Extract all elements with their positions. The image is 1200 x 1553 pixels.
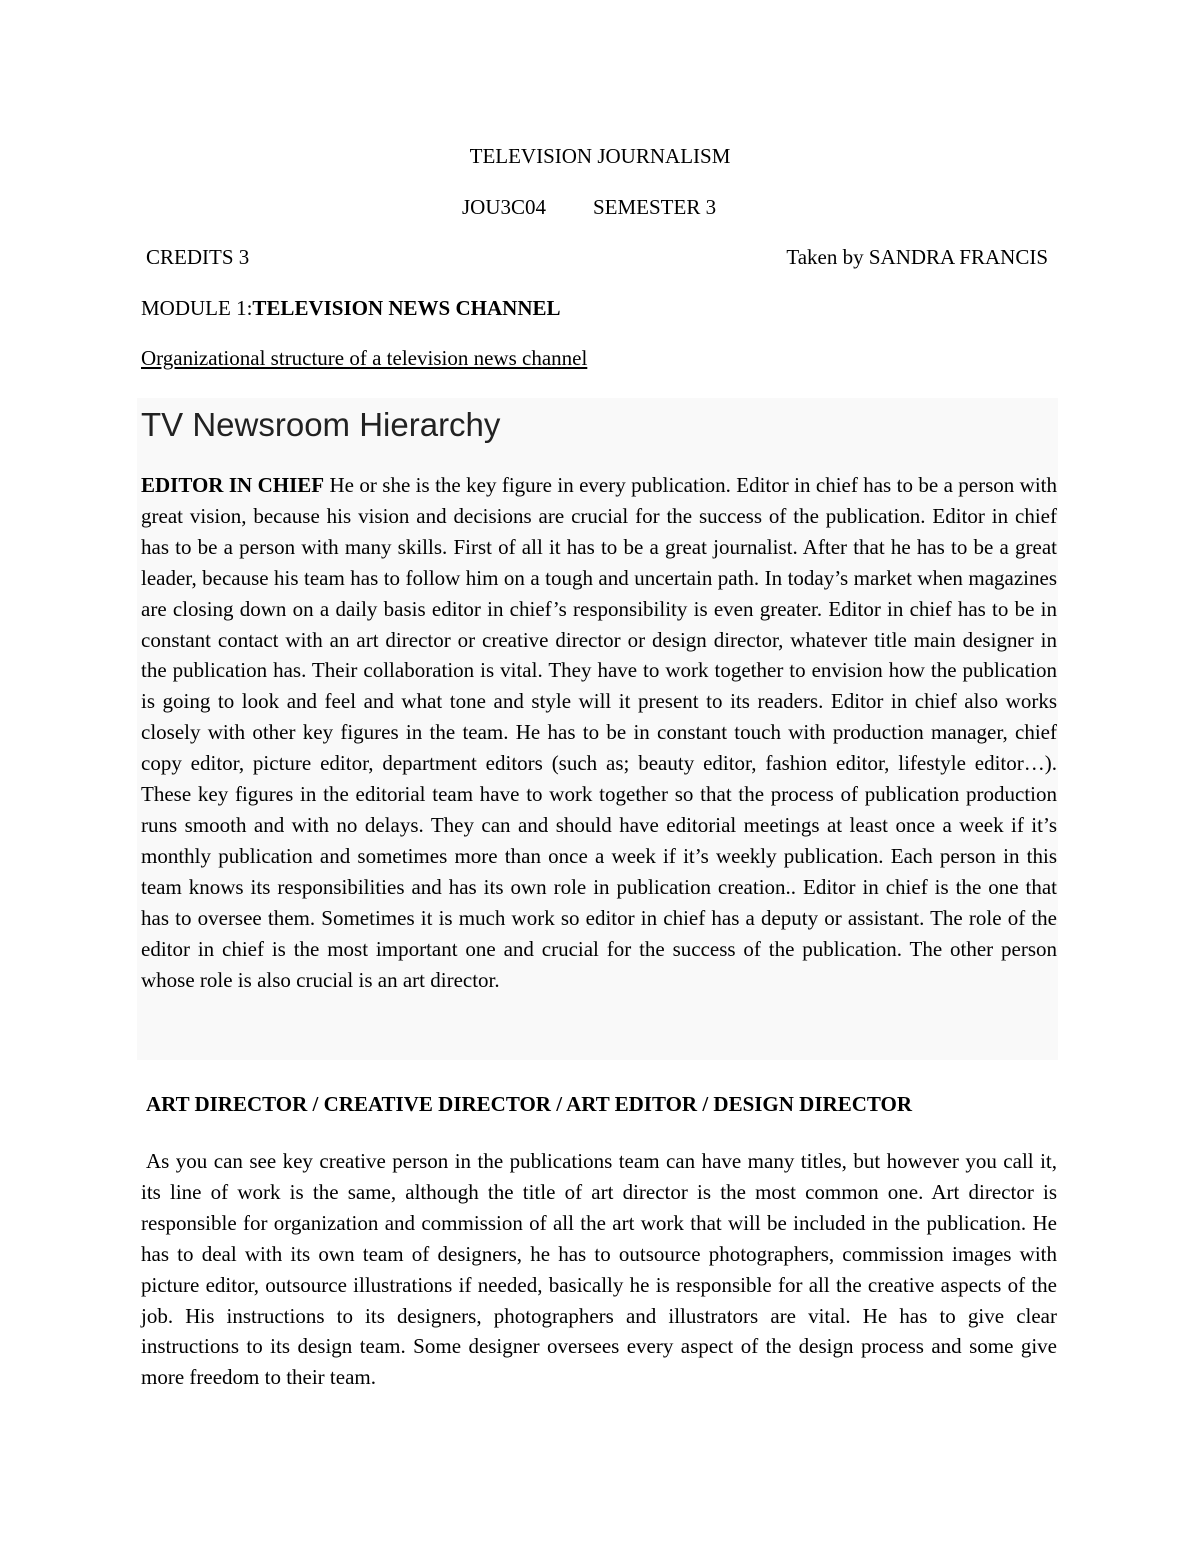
subheading: Organizational structure of a television news channel — [141, 346, 588, 370]
section-title: TV Newsroom Hierarchy — [141, 406, 501, 443]
editor-in-chief-text: He or she is the key figure in every publication. Editor in chief has to be a person with great vision, because his vision and decisions are crucial for the success of the publication. Editor in chief has to be a person with many skills. First of all it has to be a great journalist. After that he has to be a great leader, because his team has to follow him on a tough and uncertain path. In today’s market when magazines are closing down on a daily basis editor in chief’s responsibility is even greater. Editor in chief has to be in constant contact with an art director or creative director or design director, whatever title main designer in the publication has. Their collaboration is vital. They have to work together to envision how the publication is going to look and feel and what tone and style will it present to its readers. Editor in chief also works closely with other key figures in the team. He has to be in constant touch with production manager, chief copy editor, picture editor, department editors (such as; beauty editor, fashion editor, lifestyle editor…). These key figures in the editorial team have to work together so that the process of publication production runs smooth and with no delays. They can and should have editorial meetings at least once a week if it’s monthly publication and sometimes more than once a week if it’s weekly publication. Each person in this team knows its responsibilities and has its own role in publication creation.. Editor in chief is the one that has to oversee them. Sometimes it is much work so editor in chief has a deputy or assistant. The role of the editor in chief is the most important one and crucial for the success of the publication. The other person whose role is also crucial is an art director. — [141, 473, 1057, 992]
taken-by-label: Taken by SANDRA FRANCIS — [786, 245, 1048, 269]
course-title: TELEVISION JOURNALISM — [469, 144, 731, 168]
module-prefix: MODULE 1: — [141, 296, 253, 320]
module-heading — [141, 295, 561, 321]
semester-label: SEMESTER 3 — [593, 195, 717, 219]
editor-in-chief-label: EDITOR IN CHIEF — [141, 473, 325, 497]
module-title: TELEVISION NEWS CHANNEL — [252, 296, 561, 320]
credits-label: CREDITS 3 — [146, 245, 250, 269]
editor-in-chief-paragraph — [141, 470, 1057, 995]
art-director-paragraph: As you can see key creative person in the publications team can have many titles, but however you call it, its line of work is the same, although the title of art director is the most common one. Art director is responsible for organization and commission of all the art work that will be included in the publication. He has to deal with its own team of designers, he has to outsource photographers, commission images with picture editor, outsource illustrations if needed, basically he is responsible for all the creative aspects of the job. His instructions to its designers, photographers and illustrators are vital. He has to give clear instructions to its design team. Some designer oversees every aspect of the design process and some give more freedom to their team. — [141, 1149, 1057, 1390]
course-code: JOU3C04 — [462, 195, 547, 219]
art-director-heading: ART DIRECTOR / CREATIVE DIRECTOR / ART EDITOR / DESIGN DIRECTOR — [146, 1092, 912, 1116]
